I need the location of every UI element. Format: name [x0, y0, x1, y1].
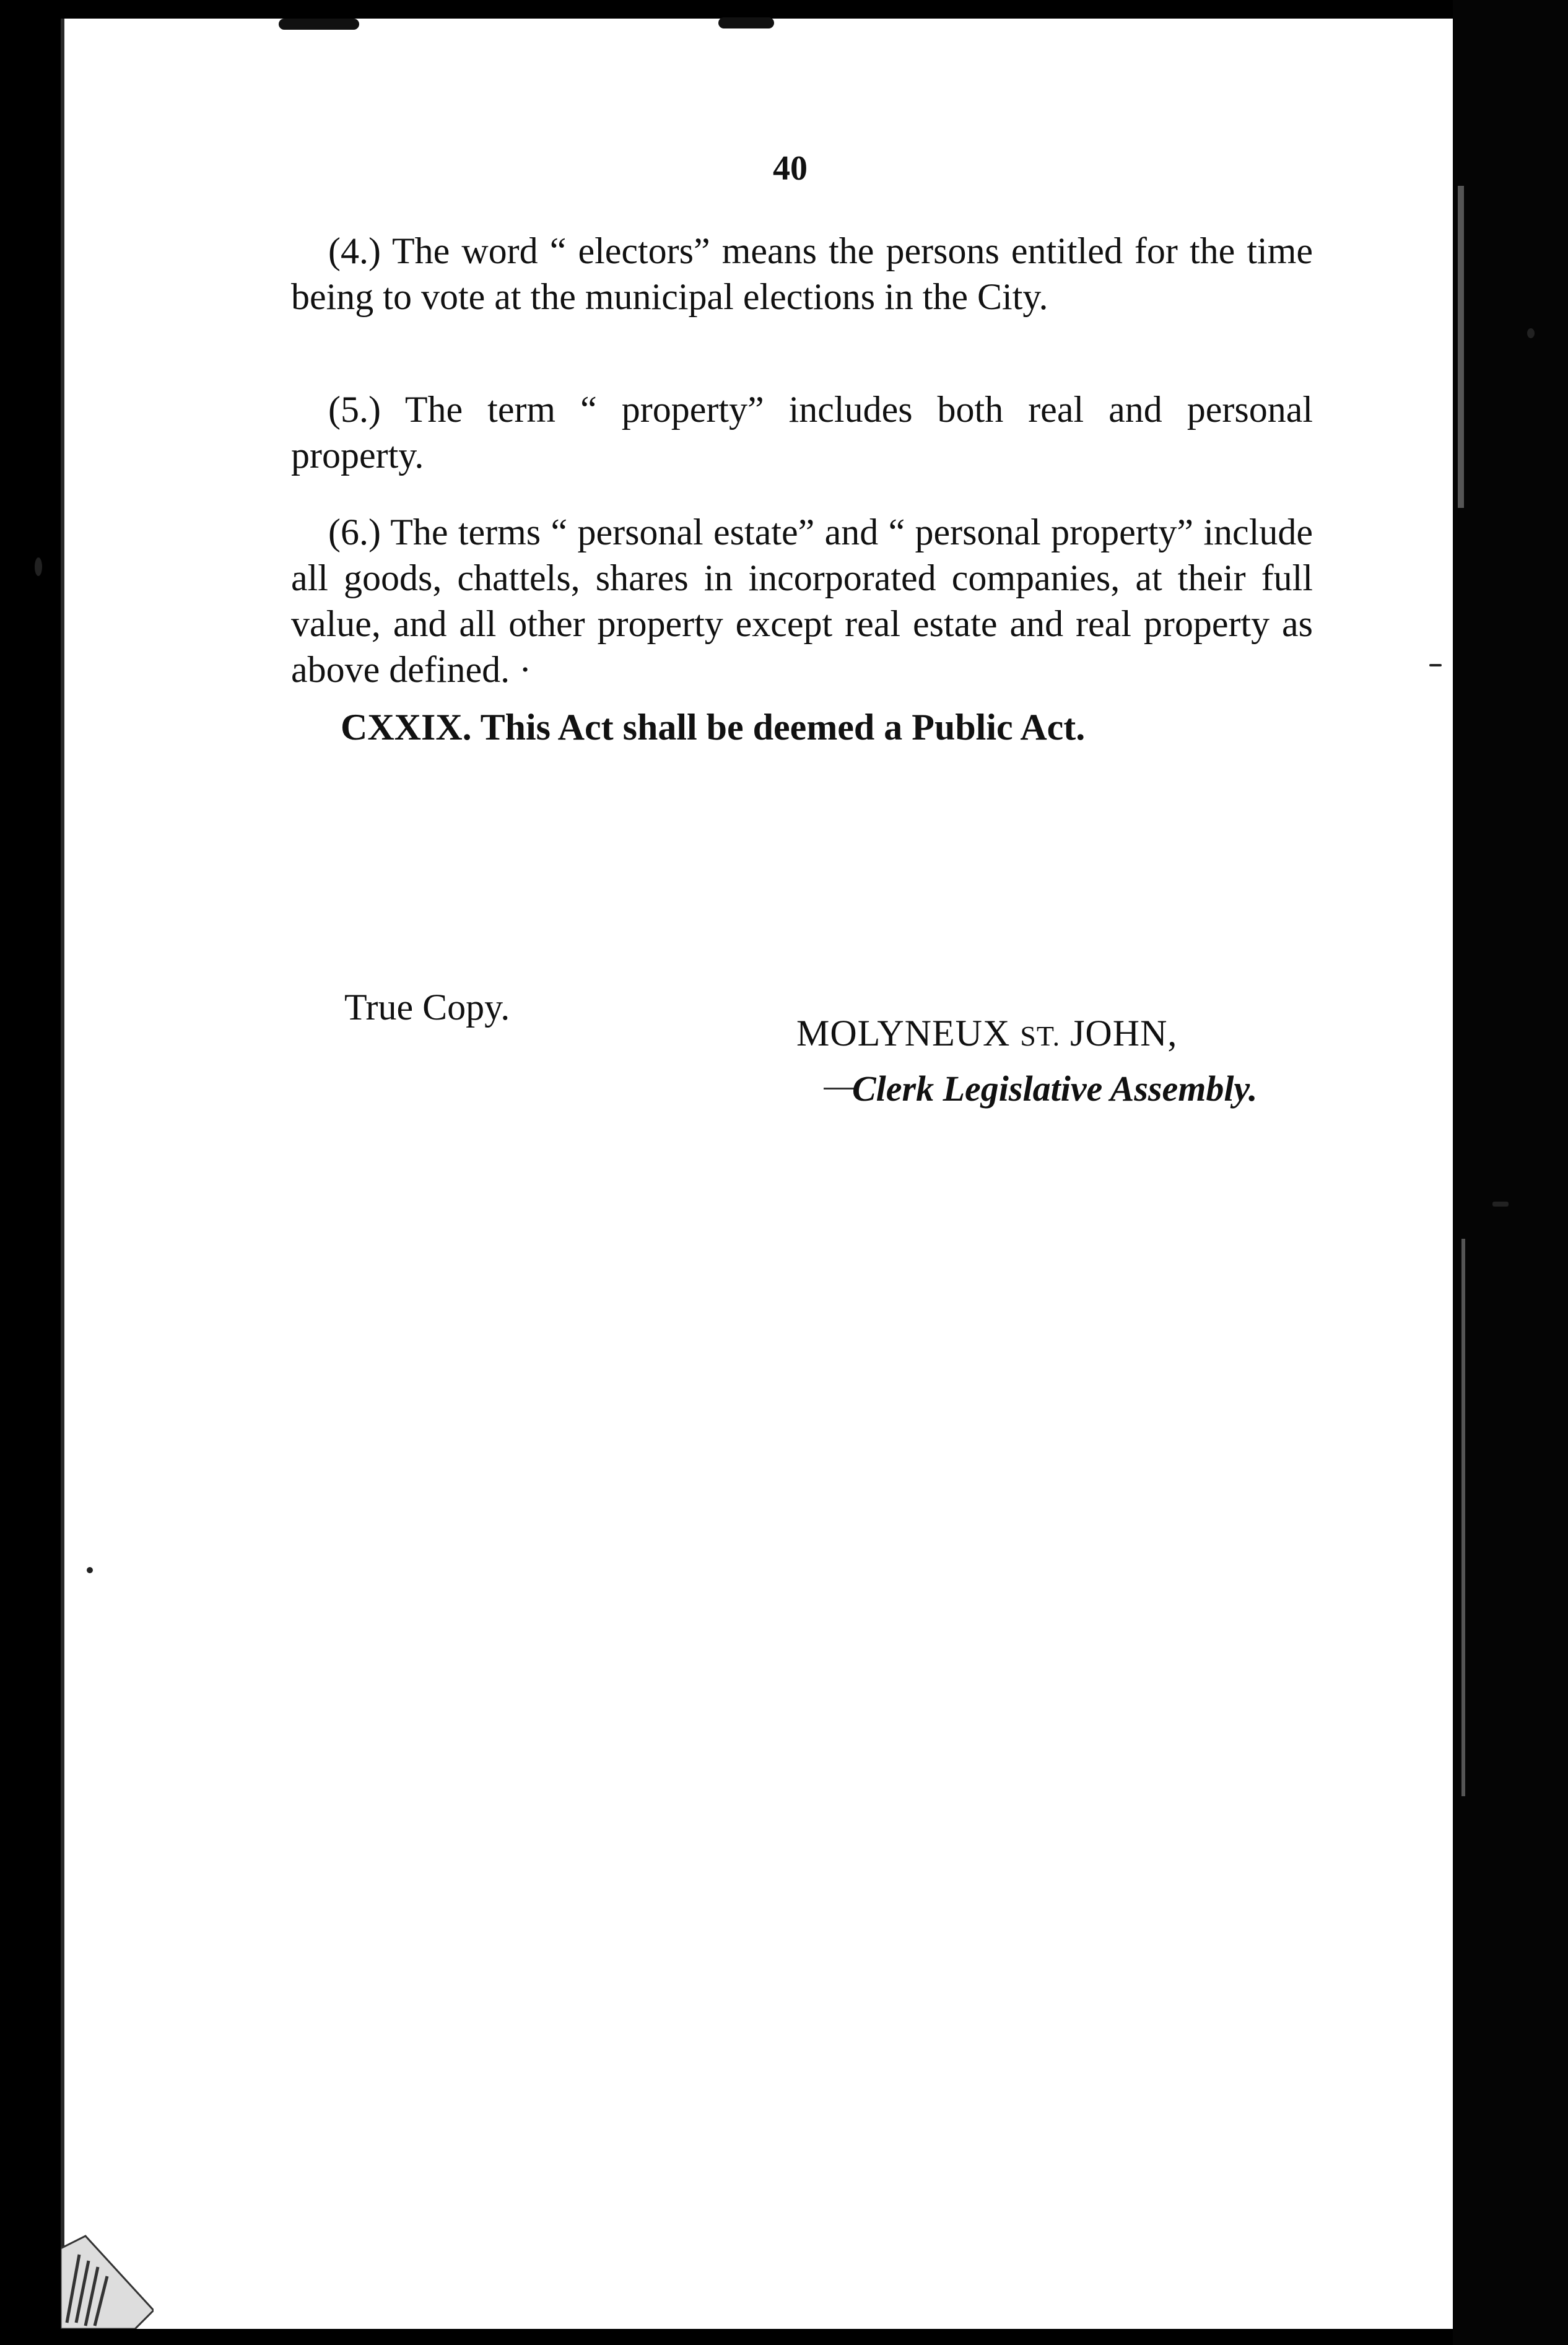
- signature-dash: [824, 1088, 856, 1090]
- paragraph-property: (5.) The term “ property” includes both real and personal property.: [291, 389, 1313, 476]
- scan-speck: [1492, 1202, 1509, 1207]
- paragraph-electors: (4.) The word “ electors” means the persons entitled for the time being to vote at the municipal elections in the City.: [291, 230, 1313, 317]
- scan-streak: [1458, 186, 1464, 508]
- clause-cxxix: CXXIX. This Act shall be deemed a Public Act.: [341, 707, 1086, 748]
- scan-border-right: [1453, 0, 1568, 2345]
- scan-speck: [87, 1567, 93, 1573]
- signatory-title: Clerk Legislative Assembly.: [852, 1068, 1258, 1109]
- scan-speck: [35, 557, 42, 576]
- signatory-name-small-caps: ST.: [1020, 1020, 1061, 1052]
- scan-mark: [279, 19, 359, 30]
- true-copy-label: True Copy.: [344, 987, 510, 1028]
- scan-speck: [1527, 328, 1535, 338]
- scan-mark: [718, 17, 774, 28]
- document-page: [61, 19, 1453, 2329]
- torn-corner-graphic: [61, 2230, 154, 2329]
- page-number: 40: [773, 149, 808, 188]
- signatory-name-part2: JOHN,: [1060, 1013, 1178, 1054]
- scan-speck: [1429, 664, 1442, 666]
- signatory-name: [796, 1012, 1177, 1055]
- scan-streak: [1461, 1239, 1465, 1796]
- signatory-name-part1: MOLYNEUX: [796, 1013, 1021, 1054]
- paragraph-personal-estate: (6.) The terms “ personal estate” and “ personal property” include all goods, chattels, shares in incorporated companies, at their full value, and all other property except real estate and real property as above defined. ·: [291, 512, 1313, 690]
